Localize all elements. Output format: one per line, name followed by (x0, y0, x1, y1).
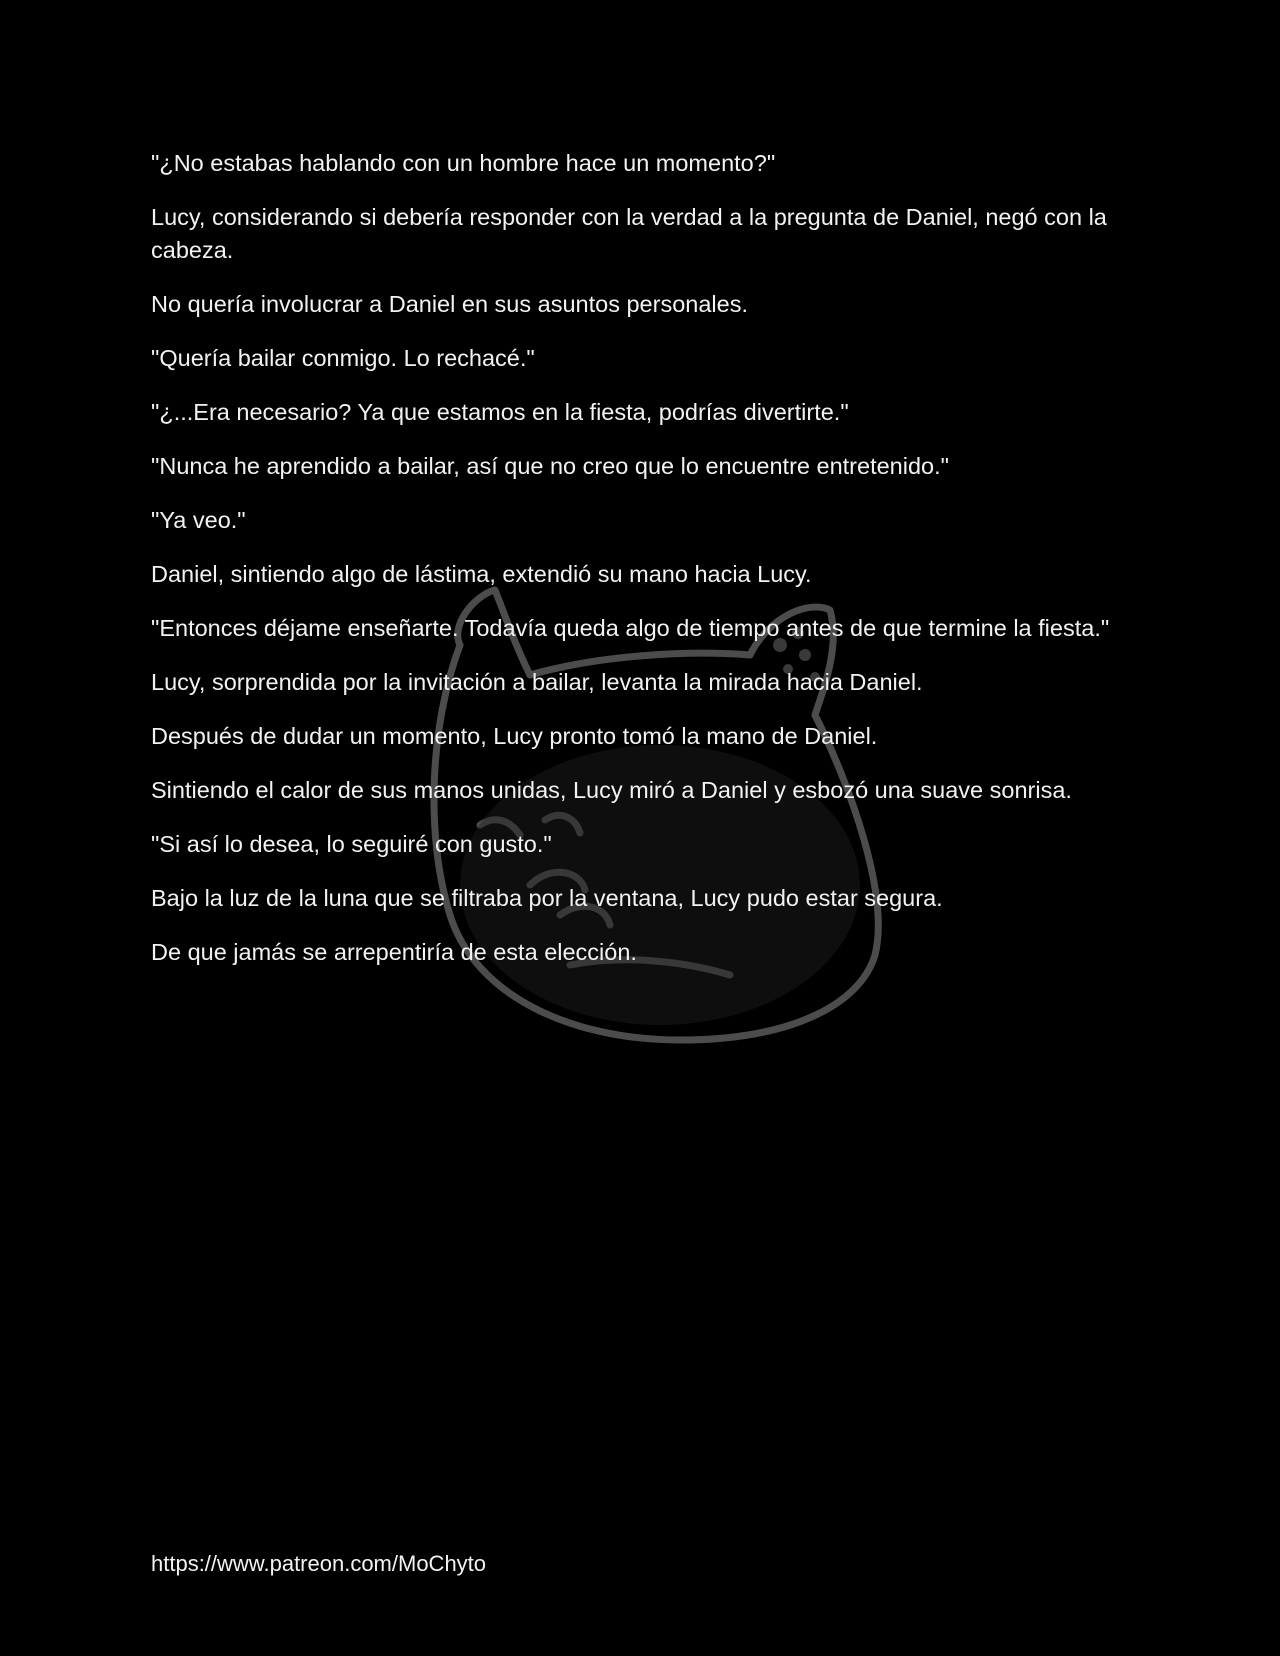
paragraph: "¿...Era necesario? Ya que estamos en la fiesta, podrías divertirte." (151, 399, 849, 425)
paragraph: "Ya veo." (151, 507, 246, 533)
patreon-link[interactable]: https://www.patreon.com/MoChyto (151, 1551, 487, 1576)
paragraph: Bajo la luz de la luna que se filtraba por la ventana, Lucy pudo estar segura. (151, 885, 943, 911)
paragraph: No quería involucrar a Daniel en sus asuntos personales. (151, 291, 748, 317)
paragraph: Después de dudar un momento, Lucy pronto tomó la mano de Daniel. (151, 723, 878, 749)
paragraph: "¿No estabas hablando con un hombre hace un momento?" (151, 150, 776, 176)
paragraph: De que jamás se arrepentiría de esta elección. (151, 939, 637, 965)
paragraph: "Quería bailar conmigo. Lo rechacé." (151, 345, 535, 371)
paragraph: "Nunca he aprendido a bailar, así que no creo que lo encuentre entretenido." (151, 453, 949, 479)
paragraph: "Entonces déjame enseñarte. Todavía queda algo de tiempo antes de que termine la fiesta." (151, 615, 1110, 641)
paragraph: Lucy, considerando si debería responder con la verdad a la pregunta de Daniel, negó con la cabeza. (151, 204, 1107, 263)
paragraph: Daniel, sintiendo algo de lástima, extendió su mano hacia Lucy. (151, 561, 812, 587)
paragraph: Lucy, sorprendida por la invitación a bailar, levanta la mirada hacia Daniel. (151, 669, 923, 695)
paragraph: Sintiendo el calor de sus manos unidas, Lucy miró a Daniel y esbozó una suave sonrisa. (151, 777, 1072, 803)
story-text (151, 147, 1111, 990)
paragraph: "Si así lo desea, lo seguiré con gusto." (151, 831, 552, 857)
